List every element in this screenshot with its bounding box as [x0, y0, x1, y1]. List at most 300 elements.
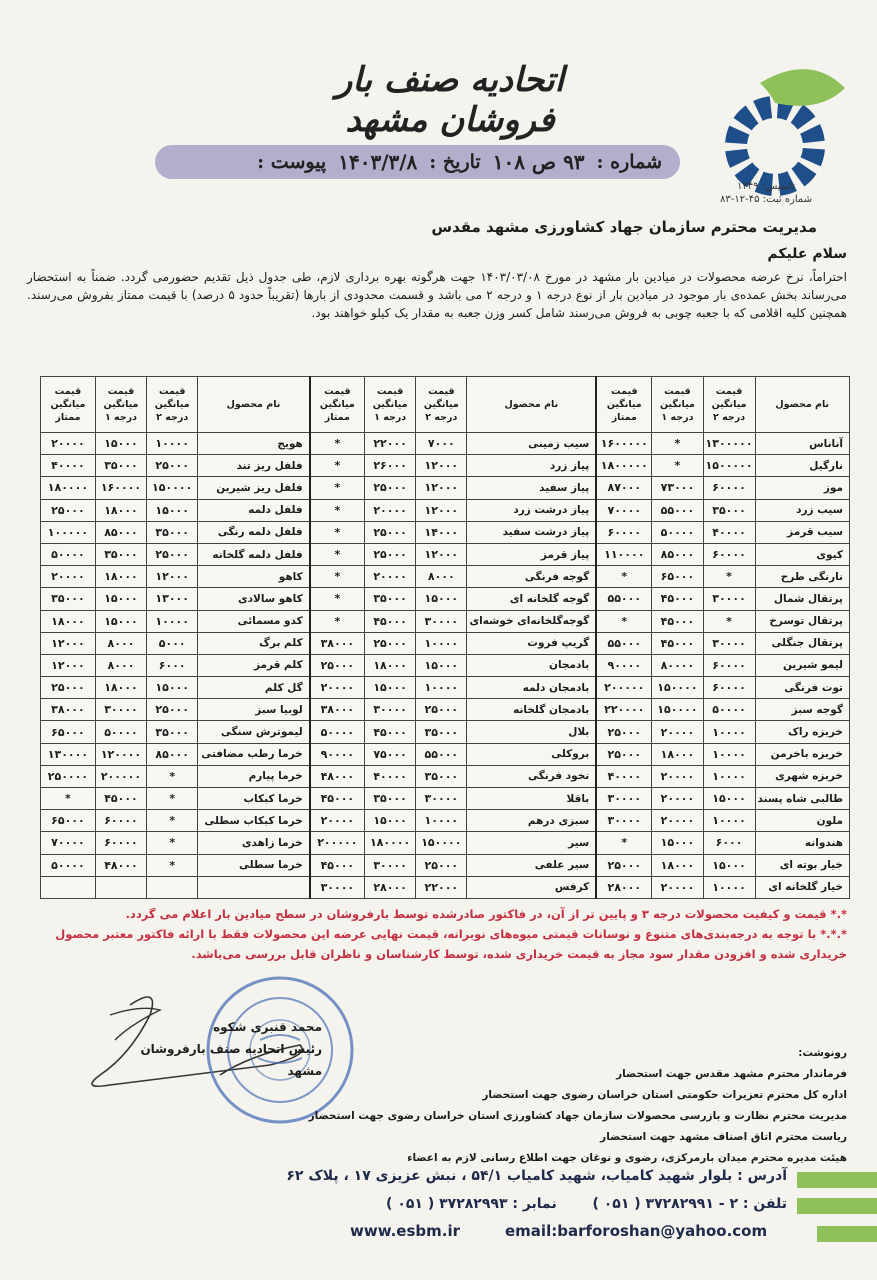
premium-price-cell: ۱۸۰۰۰ [41, 610, 96, 632]
table-row [41, 610, 850, 632]
number-label: شماره : [596, 151, 662, 173]
header-product-name: نام محصول [198, 377, 310, 433]
footer-phone: تلفن : ۲ - ۳۷۲۸۲۹۹۱ ( ۰۵۱ ) [592, 1196, 787, 1212]
grade1-price-cell: ۲۵۰۰۰ [365, 477, 416, 499]
grade2-price-cell: ۳۵۰۰۰ [416, 721, 467, 743]
grade1-price-cell: ۵۰۰۰۰ [652, 521, 703, 543]
union-title: اتحادیه صنف بار فروشان مشهد [335, 60, 565, 140]
product-name-cell: سیر [467, 832, 596, 854]
grade2-price-cell: ۳۵۰۰۰ [416, 765, 467, 787]
product-name-cell: کدو مسمائی [198, 610, 310, 632]
product-name-cell: موز [755, 477, 849, 499]
grade1-price-cell: ۸۰۰۰ [95, 654, 146, 676]
grade1-price-cell: ۱۵۰۰۰ [652, 832, 703, 854]
product-name-cell: پیاز درشت زرد [467, 499, 596, 521]
grade2-price-cell: ۱۰۰۰۰ [703, 876, 755, 898]
grade2-price-cell [147, 876, 198, 898]
premium-price-cell: ۲۰۰۰۰ [41, 566, 96, 588]
grade2-price-cell: * [703, 566, 755, 588]
header-grade2: قیمت میانگین درجه ۲ [147, 377, 198, 433]
premium-price-cell: * [310, 588, 365, 610]
grade2-price-cell: ۲۲۰۰۰ [416, 876, 467, 898]
grade1-price-cell: ۸۰۰۰۰ [652, 654, 703, 676]
grade2-price-cell: ۱۰۰۰۰ [703, 810, 755, 832]
grade2-price-cell: ۱۵۰۰۰ [703, 854, 755, 876]
table-row [41, 810, 850, 832]
grade2-price-cell: ۳۵۰۰۰ [703, 499, 755, 521]
grade2-price-cell: * [147, 765, 198, 787]
grade1-price-cell: ۶۰۰۰۰ [95, 832, 146, 854]
logo-segment [800, 124, 825, 143]
grade2-price-cell: ۱۰۰۰۰ [147, 433, 198, 455]
grade1-price-cell: ۳۰۰۰۰ [365, 854, 416, 876]
product-name-cell: فلفل ریز تند [198, 455, 310, 477]
logo-segment [801, 148, 825, 166]
logo-segment [753, 96, 772, 121]
product-name-cell: خرما زاهدی [198, 832, 310, 854]
header-premium: قیمت میانگین ممتاز [596, 377, 652, 433]
grade2-price-cell: ۴۰۰۰۰ [703, 521, 755, 543]
product-name-cell: لیموترش سنگی [198, 721, 310, 743]
premium-price-cell: ۷۰۰۰۰ [596, 499, 652, 521]
product-name-cell: پرتقال جنگلی [755, 632, 849, 654]
product-name-cell: نخود فرنگی [467, 765, 596, 787]
grade1-price-cell: ۱۶۰۰۰۰ [95, 477, 146, 499]
premium-price-cell: ۶۵۰۰۰ [41, 721, 96, 743]
union-logo-icon [700, 58, 850, 198]
table-row [41, 499, 850, 521]
product-name-cell: بروکلی [467, 743, 596, 765]
grade2-price-cell: ۱۲۰۰۰ [416, 477, 467, 499]
grade2-price-cell: ۵۰۰۰ [147, 632, 198, 654]
product-name-cell: سیب زرد [755, 499, 849, 521]
table-row [41, 721, 850, 743]
premium-price-cell: ۲۰۰۰۰۰ [310, 832, 365, 854]
grade2-price-cell: * [147, 832, 198, 854]
grade1-price-cell: ۳۰۰۰۰ [365, 699, 416, 721]
premium-price-cell: ۸۷۰۰۰ [596, 477, 652, 499]
grade2-price-cell: ۱۰۰۰۰ [703, 721, 755, 743]
grade1-price-cell: ۲۰۰۰۰ [652, 765, 703, 787]
grade1-price-cell: ۲۵۰۰۰ [365, 632, 416, 654]
grade1-price-cell: ۶۰۰۰۰ [95, 810, 146, 832]
premium-price-cell: ۲۰۰۰۰۰ [596, 677, 652, 699]
premium-price-cell: ۱۱۰۰۰۰ [596, 543, 652, 565]
premium-price-cell: ۳۵۰۰۰ [41, 588, 96, 610]
table-row [41, 543, 850, 565]
cc-list [287, 1043, 847, 1169]
product-name-cell: خربزه راک [755, 721, 849, 743]
product-name-cell: پیاز سفید [467, 477, 596, 499]
product-name-cell: خرما سطلی [198, 854, 310, 876]
grade1-price-cell: ۴۵۰۰۰ [95, 788, 146, 810]
product-name-cell: بادمجان دلمه [467, 677, 596, 699]
premium-price-cell: * [596, 566, 652, 588]
premium-price-cell: ۴۸۰۰۰ [310, 765, 365, 787]
footer-email[interactable]: email:barforoshan@yahoo.com [505, 1222, 768, 1240]
table-row [41, 566, 850, 588]
grade2-price-cell: ۱۵۰۰۰۰ [416, 832, 467, 854]
premium-price-cell: ۲۵۰۰۰ [310, 654, 365, 676]
grade2-price-cell: ۲۵۰۰۰ [416, 854, 467, 876]
grade2-price-cell: ۱۰۰۰۰ [416, 677, 467, 699]
product-name-cell: فلفل دلمه رنگی [198, 521, 310, 543]
grade2-price-cell: ۶۰۰۰۰ [703, 654, 755, 676]
product-name-cell: پرتقال شمال [755, 588, 849, 610]
premium-price-cell: ۳۰۰۰۰ [596, 810, 652, 832]
table-row [41, 854, 850, 876]
grade1-price-cell: ۱۸۰۰۰ [652, 854, 703, 876]
logo-leaf-icon [760, 69, 845, 106]
grade1-price-cell: ۳۵۰۰۰ [95, 455, 146, 477]
grade2-price-cell: ۶۰۰۰ [703, 832, 755, 854]
premium-price-cell: * [310, 566, 365, 588]
header-grade2: قیمت میانگین درجه ۲ [416, 377, 467, 433]
cc-item: اداره کل محترم تعزیرات حکومتی استان خراسان رضوی جهت استحضار [482, 1089, 847, 1101]
date-label: تاریخ : [429, 151, 481, 173]
grade1-price-cell: ۲۰۰۰۰ [652, 721, 703, 743]
premium-price-cell: ۱۲۰۰۰ [41, 654, 96, 676]
product-name-cell: پیاز درشت سفید [467, 521, 596, 543]
header-premium: قیمت میانگین ممتاز [310, 377, 365, 433]
grade1-price-cell: ۲۶۰۰۰ [365, 455, 416, 477]
grade1-price-cell: ۷۵۰۰۰ [365, 743, 416, 765]
footer-fax: نمابر : ۳۷۲۸۲۹۹۳ ( ۰۵۱ ) [386, 1196, 557, 1212]
premium-price-cell [41, 876, 96, 898]
product-name-cell: کاهو سالادی [198, 588, 310, 610]
grade2-price-cell: ۱۰۰۰۰ [703, 765, 755, 787]
premium-price-cell: ۵۰۰۰۰ [310, 721, 365, 743]
product-name-cell: لوبیا سبز [198, 699, 310, 721]
product-name-cell: فلفل دلمه [198, 499, 310, 521]
grade2-price-cell: ۱۵۰۰۰۰۰ [703, 455, 755, 477]
grade1-price-cell: ۱۸۰۰۰ [365, 654, 416, 676]
grade1-price-cell: ۴۵۰۰۰ [365, 721, 416, 743]
premium-price-cell: ۲۵۰۰۰ [596, 743, 652, 765]
premium-price-cell: ۲۵۰۰۰۰ [41, 765, 96, 787]
premium-price-cell: ۱۸۰۰۰۰۰ [596, 455, 652, 477]
table-row [41, 521, 850, 543]
premium-price-cell: ۲۵۰۰۰ [596, 721, 652, 743]
logo-segment [725, 149, 750, 168]
grade2-price-cell: ۱۰۰۰۰ [147, 610, 198, 632]
premium-price-cell: ۱۶۰۰۰۰۰ [596, 433, 652, 455]
footer-website[interactable]: www.esbm.ir [350, 1222, 461, 1240]
product-name-cell: گل کلم [198, 677, 310, 699]
product-name-cell: بلال [467, 721, 596, 743]
product-name-cell: ملون [755, 810, 849, 832]
grade1-price-cell: ۳۵۰۰۰ [365, 588, 416, 610]
grade2-price-cell: * [147, 810, 198, 832]
premium-price-cell: * [596, 610, 652, 632]
grade2-price-cell: ۵۵۰۰۰ [416, 743, 467, 765]
grade1-price-cell: ۳۵۰۰۰ [95, 543, 146, 565]
header-grade2: قیمت میانگین درجه ۲ [703, 377, 755, 433]
grade1-price-cell: ۱۵۰۰۰ [95, 433, 146, 455]
premium-price-cell: ۷۰۰۰۰ [41, 832, 96, 854]
footer-phone-line [386, 1196, 787, 1212]
grade2-price-cell: ۳۵۰۰۰ [147, 721, 198, 743]
founding-info [720, 180, 812, 206]
premium-price-cell: * [310, 610, 365, 632]
grade2-price-cell: ۱۰۰۰۰ [416, 632, 467, 654]
grade2-price-cell: ۱۲۰۰۰ [147, 566, 198, 588]
grade1-price-cell: * [652, 433, 703, 455]
grade1-price-cell: ۱۲۰۰۰۰ [95, 743, 146, 765]
grade1-price-cell: ۲۰۰۰۰ [652, 876, 703, 898]
price-table [40, 376, 850, 899]
header-grade1: قیمت میانگین درجه ۱ [652, 377, 703, 433]
premium-price-cell: * [310, 543, 365, 565]
footnotes [27, 904, 847, 964]
product-name-cell: نارنگی طرح [755, 566, 849, 588]
grade1-price-cell: ۲۵۰۰۰ [365, 543, 416, 565]
premium-price-cell: ۱۳۰۰۰۰ [41, 743, 96, 765]
premium-price-cell: ۱۸۰۰۰۰ [41, 477, 96, 499]
grade1-price-cell: ۱۸۰۰۰ [95, 677, 146, 699]
product-name-cell: بادمجان گلخانه [467, 699, 596, 721]
greeting: سلام علیکم [767, 246, 847, 262]
grade1-price-cell: ۲۲۰۰۰ [365, 433, 416, 455]
header-product-name: نام محصول [467, 377, 596, 433]
product-name-cell: خیار گلخانه ای [755, 876, 849, 898]
grade2-price-cell: ۱۵۰۰۰ [703, 788, 755, 810]
product-name-cell: کرفس [467, 876, 596, 898]
product-name-cell: آناناس [755, 433, 849, 455]
premium-price-cell: * [310, 433, 365, 455]
grade1-price-cell: ۲۰۰۰۰ [365, 566, 416, 588]
letter-paragraph: احتراماً، نرخ عرضه محصولات در میادین بار مشهد در مورخ ۱۴۰۳/۰۳/۰۸ جهت هرگونه بهره برداری لازم، طی جدول ذیل تقدیم حضورمی گردد. ضمناً به استحضار می‌رساند بخش عمده‌ی بار موجود در میادین بار از نوع درجه ۱ و درجه ۲ می باشد و قسمت محدودی از بارها (تقریباً حدود ۵ درصد) با قیمت ممتاز بفروش می‌رسند. همچنین کلیه اقلامی که با جعبه چوبی به فروش می‌رسند شامل کسر وزن جعبه به مقدار یک کیلو خواهند بود. [27, 270, 848, 320]
founded-text: تاسیس: ۱۳۴۹ [737, 181, 796, 192]
grade1-price-cell: ۱۵۰۰۰ [95, 588, 146, 610]
grade2-price-cell: ۱۲۰۰۰ [416, 499, 467, 521]
grade2-price-cell: ۱۴۰۰۰ [416, 521, 467, 543]
premium-price-cell: ۳۰۰۰۰ [310, 876, 365, 898]
grade2-price-cell: ۸۵۰۰۰ [147, 743, 198, 765]
grade1-price-cell: ۸۵۰۰۰ [95, 521, 146, 543]
grade2-price-cell: * [147, 788, 198, 810]
table-row [41, 788, 850, 810]
grade1-price-cell: ۴۵۰۰۰ [652, 632, 703, 654]
premium-price-cell: ۳۸۰۰۰ [310, 699, 365, 721]
grade2-price-cell: ۱۵۰۰۰ [416, 654, 467, 676]
grade2-price-cell: ۳۰۰۰۰ [703, 588, 755, 610]
cc-item: فرماندار محترم مشهد مقدس جهت استحضار [616, 1068, 847, 1080]
number-value: ۹۳ ص ۱۰۸ [492, 150, 585, 174]
premium-price-cell: ۵۰۰۰۰ [41, 854, 96, 876]
premium-price-cell: ۹۰۰۰۰ [310, 743, 365, 765]
product-name-cell: پیاز زرد [467, 455, 596, 477]
grade2-price-cell: ۲۵۰۰۰ [147, 543, 198, 565]
grade1-price-cell: ۸۰۰۰ [95, 632, 146, 654]
grade1-price-cell: * [652, 455, 703, 477]
product-name-cell: سبزی درهم [467, 810, 596, 832]
cc-item: هیئت مدیره محترم میدان بارمرکزی، رضوی و نوغان جهت اطلاع رسانی لازم به اعضاء [407, 1152, 847, 1164]
table-row [41, 654, 850, 676]
premium-price-cell: ۵۵۰۰۰ [596, 632, 652, 654]
product-name-cell: توت فرنگی [755, 677, 849, 699]
cc-item: مدیریت محترم نظارت و بازرسی محصولات سازمان جهاد کشاورزی استان خراسان رضوی جهت استحضار [308, 1110, 847, 1122]
product-name-cell: گریپ فروت [467, 632, 596, 654]
grade2-price-cell: ۲۵۰۰۰ [416, 699, 467, 721]
grade2-price-cell: ۱۰۰۰۰ [703, 743, 755, 765]
grade1-price-cell: ۴۰۰۰۰ [365, 765, 416, 787]
grade2-price-cell: ۳۰۰۰۰ [703, 632, 755, 654]
product-name-cell: خربزه باخرمن [755, 743, 849, 765]
product-name-cell [198, 876, 310, 898]
premium-price-cell: ۳۸۰۰۰ [310, 632, 365, 654]
table-row [41, 765, 850, 787]
cc-label: رونوشت: [798, 1047, 847, 1059]
premium-price-cell: ۳۰۰۰۰ [596, 788, 652, 810]
grade2-price-cell: ۱۳۰۰۰۰۰ [703, 433, 755, 455]
grade1-price-cell: ۵۵۰۰۰ [652, 499, 703, 521]
grade2-price-cell: ۱۵۰۰۰ [416, 588, 467, 610]
grade2-price-cell: ۱۵۰۰۰ [147, 677, 198, 699]
premium-price-cell: ۲۸۰۰۰ [596, 876, 652, 898]
grade1-price-cell: ۲۸۰۰۰ [365, 876, 416, 898]
product-name-cell: گوجه‌گلخانه‌ای خوشه‌ای [467, 610, 596, 632]
grade2-price-cell: ۶۰۰۰۰ [703, 677, 755, 699]
grade1-price-cell: ۴۵۰۰۰ [652, 610, 703, 632]
premium-price-cell: ۲۵۰۰۰ [41, 677, 96, 699]
premium-price-cell: ۲۰۰۰۰ [310, 677, 365, 699]
product-name-cell: باقلا [467, 788, 596, 810]
product-name-cell: گوجه گلخانه ای [467, 588, 596, 610]
premium-price-cell: ۲۵۰۰۰ [41, 499, 96, 521]
attachment-label: پیوست : [257, 151, 327, 173]
footnote-2: *.*.* با توجه به درجه‌بندی‌های متنوع و نوسانات قیمتی میوه‌های نوبرانه، قیمت نهایی عرضه این محصولات فقط با ارائه فاکتور معتبر محصول خریداری شده و افزودن مقدار سود مجاز به قیمت خریداری شده، توسط کارشناسان و ناظران قابل بررسی می‌باشد. [55, 927, 847, 961]
grade1-price-cell: ۱۵۰۰۰ [365, 677, 416, 699]
grade2-price-cell: ۷۰۰۰ [416, 433, 467, 455]
grade2-price-cell: ۱۰۰۰۰ [416, 810, 467, 832]
letter-meta-bar [155, 145, 680, 179]
date-value: ۱۴۰۳/۳/۸ [338, 150, 418, 174]
logo-segment [791, 105, 816, 130]
product-name-cell: لیمو شیرین [755, 654, 849, 676]
grade1-price-cell: ۴۸۰۰۰ [95, 854, 146, 876]
header-grade1: قیمت میانگین درجه ۱ [365, 377, 416, 433]
premium-price-cell: ۵۵۰۰۰ [596, 588, 652, 610]
product-name-cell: نارگیل [755, 455, 849, 477]
product-name-cell: بادمجان [467, 654, 596, 676]
premium-price-cell: ۱۲۰۰۰ [41, 632, 96, 654]
table-row [41, 832, 850, 854]
footnote-1: *.* قیمت و کیفیت محصولات درجه ۳ و پایین تر از آن، در فاکتور صادرشده توسط بارفروشان در سطح میادین بار اعلام می گردد. [125, 907, 847, 921]
footer-address: آدرس : بلوار شهید کامیاب، شهید کامیاب ۵۴/۱ ، نبش عزیزی ۱۷ ، پلاک ۶۲ [286, 1168, 787, 1184]
table-row [41, 677, 850, 699]
premium-price-cell: * [310, 499, 365, 521]
premium-price-cell: ۲۰۰۰۰ [310, 810, 365, 832]
grade2-price-cell: ۸۰۰۰ [416, 566, 467, 588]
grade1-price-cell: ۱۸۰۰۰ [95, 566, 146, 588]
product-name-cell: کلم قرمز [198, 654, 310, 676]
header-grade1: قیمت میانگین درجه ۱ [95, 377, 146, 433]
registration-text: شماره ثبت: ۴۵-۱۲-۸۳ [720, 194, 813, 205]
premium-price-cell: ۴۰۰۰۰ [41, 455, 96, 477]
grade2-price-cell: ۱۲۰۰۰ [416, 543, 467, 565]
product-name-cell: هویج [198, 433, 310, 455]
grade2-price-cell: ۶۰۰۰ [147, 654, 198, 676]
product-name-cell: خرما کبکاب [198, 788, 310, 810]
grade2-price-cell: ۱۵۰۰۰۰ [147, 477, 198, 499]
grade2-price-cell: ۲۵۰۰۰ [147, 699, 198, 721]
product-name-cell: کیوی [755, 543, 849, 565]
premium-price-cell: ۵۰۰۰۰ [41, 543, 96, 565]
footer-green-strip [797, 1172, 877, 1188]
premium-price-cell: ۶۰۰۰۰ [596, 521, 652, 543]
table-row [41, 455, 850, 477]
premium-price-cell: * [310, 455, 365, 477]
table-row [41, 632, 850, 654]
product-name-cell: خرما رطب مضافتی [198, 743, 310, 765]
product-name-cell: گوجه فرنگی [467, 566, 596, 588]
table-row [41, 743, 850, 765]
premium-price-cell: ۲۲۰۰۰۰ [596, 699, 652, 721]
table-row [41, 699, 850, 721]
grade1-price-cell: ۳۰۰۰۰ [95, 699, 146, 721]
grade1-price-cell: ۱۸۰۰۰ [652, 743, 703, 765]
product-name-cell: خیار بوته ای [755, 854, 849, 876]
table-row [41, 433, 850, 455]
grade1-price-cell: ۲۰۰۰۰۰ [95, 765, 146, 787]
grade2-price-cell: ۲۵۰۰۰ [147, 455, 198, 477]
header-premium: قیمت میانگین ممتاز [41, 377, 96, 433]
premium-price-cell: ۱۰۰۰۰۰ [41, 521, 96, 543]
product-name-cell: پیاز قرمز [467, 543, 596, 565]
grade1-price-cell: ۱۵۰۰۰ [95, 610, 146, 632]
product-name-cell: سیر علفی [467, 854, 596, 876]
premium-price-cell: ۲۵۰۰۰ [596, 854, 652, 876]
premium-price-cell: ۴۰۰۰۰ [596, 765, 652, 787]
premium-price-cell: ۴۵۰۰۰ [310, 788, 365, 810]
grade1-price-cell: ۱۸۰۰۰۰ [365, 832, 416, 854]
grade1-price-cell: ۷۳۰۰۰ [652, 477, 703, 499]
grade2-price-cell: ۳۰۰۰۰ [416, 788, 467, 810]
grade2-price-cell: ۱۲۰۰۰ [416, 455, 467, 477]
table-row [41, 588, 850, 610]
premium-price-cell: * [596, 832, 652, 854]
product-name-cell: کاهو [198, 566, 310, 588]
table-row [41, 477, 850, 499]
grade2-price-cell: ۱۵۰۰۰ [147, 499, 198, 521]
grade2-price-cell: ۱۳۰۰۰ [147, 588, 198, 610]
grade1-price-cell: ۲۰۰۰۰ [652, 788, 703, 810]
product-name-cell: فلفل ریز شیرین [198, 477, 310, 499]
table-header-row [41, 377, 850, 433]
grade2-price-cell: ۳۰۰۰۰ [416, 610, 467, 632]
premium-price-cell: ۴۵۰۰۰ [310, 854, 365, 876]
header-product-name: نام محصول [755, 377, 849, 433]
grade1-price-cell: ۶۵۰۰۰ [652, 566, 703, 588]
grade2-price-cell: ۶۰۰۰۰ [703, 477, 755, 499]
grade1-price-cell: ۳۵۰۰۰ [365, 788, 416, 810]
grade1-price-cell: ۱۵۰۰۰۰ [652, 699, 703, 721]
product-name-cell: گوجه سبز [755, 699, 849, 721]
grade1-price-cell: ۴۵۰۰۰ [365, 610, 416, 632]
premium-price-cell: ۲۰۰۰۰ [41, 433, 96, 455]
grade1-price-cell: ۱۵۰۰۰۰ [652, 677, 703, 699]
product-name-cell: خرما پیارم [198, 765, 310, 787]
product-name-cell: فلفل دلمه گلخانه [198, 543, 310, 565]
product-name-cell: طالبی شاه پسند [755, 788, 849, 810]
grade1-price-cell: ۲۵۰۰۰ [365, 521, 416, 543]
grade2-price-cell: * [703, 610, 755, 632]
product-name-cell: کلم برگ [198, 632, 310, 654]
signer-role: رئیس اتحادیه صنف بارفروشان مشهد [140, 1042, 322, 1078]
premium-price-cell: ۶۵۰۰۰ [41, 810, 96, 832]
grade1-price-cell: ۱۸۰۰۰ [95, 499, 146, 521]
